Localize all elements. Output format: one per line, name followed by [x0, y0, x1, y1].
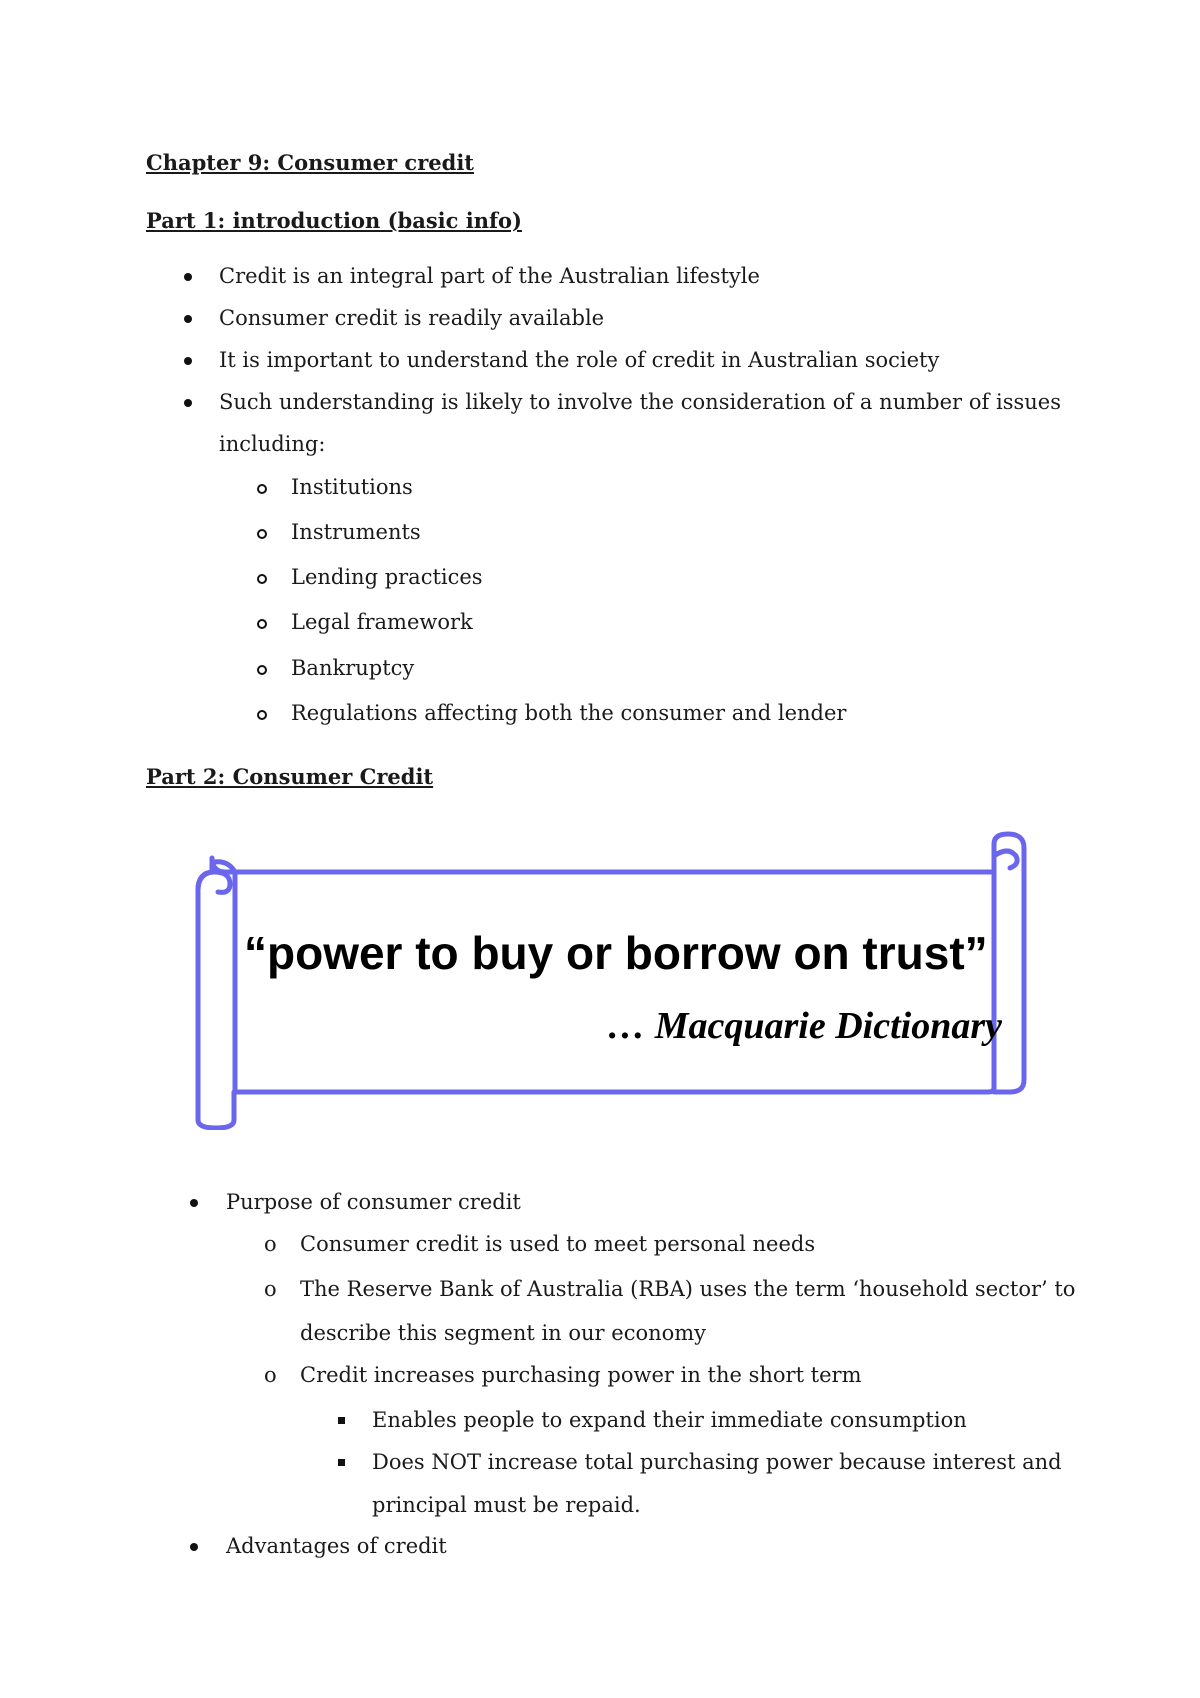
- list-item: Instruments: [291, 520, 421, 544]
- part1-heading: Part 1: introduction (basic info): [146, 208, 522, 233]
- ring-bullet-icon: [257, 574, 267, 584]
- chapter-title: Chapter 9: Consumer credit: [146, 150, 474, 175]
- bullet-icon: [184, 315, 192, 323]
- ring-bullet-icon: [257, 484, 267, 494]
- list-item: Consumer credit is readily available: [219, 306, 605, 330]
- ring-bullet-icon: [257, 619, 267, 629]
- scroll-source: … Macquarie Dictionary: [607, 1005, 1002, 1047]
- ring-bullet-icon: [257, 665, 267, 675]
- list-item: Legal framework: [291, 610, 473, 634]
- scroll-quote: “power to buy or borrow on trust”: [244, 927, 988, 979]
- o-bullet-marker: o: [264, 1277, 277, 1301]
- list-item: Credit increases purchasing power in the short term: [300, 1363, 862, 1387]
- bullet-icon: [184, 273, 192, 281]
- list-item: It is important to understand the role of credit in Australian society: [219, 348, 940, 372]
- ring-bullet-icon: [257, 529, 267, 539]
- list-item-continuation: principal must be repaid.: [372, 1493, 641, 1517]
- list-item: Enables people to expand their immediate consumption: [372, 1408, 967, 1432]
- list-item-continuation: describe this segment in our economy: [300, 1321, 707, 1345]
- list-item: Consumer credit is used to meet personal needs: [300, 1232, 816, 1256]
- list-item: Lending practices: [291, 565, 483, 589]
- list-item: The Reserve Bank of Australia (RBA) uses the term ‘household sector’ to: [300, 1277, 1076, 1301]
- list-item: Regulations affecting both the consumer and lender: [291, 701, 847, 725]
- list-item: Institutions: [291, 475, 413, 499]
- ring-bullet-icon: [257, 710, 267, 720]
- o-bullet-marker: o: [264, 1363, 277, 1387]
- o-bullet-marker: o: [264, 1232, 277, 1256]
- list-item: Advantages of credit: [226, 1534, 447, 1558]
- list-item: Purpose of consumer credit: [226, 1190, 521, 1214]
- scroll-shape: [190, 830, 1030, 1130]
- square-bullet-icon: [338, 1417, 345, 1424]
- list-item: Credit is an integral part of the Australian lifestyle: [219, 264, 760, 288]
- square-bullet-icon: [338, 1459, 345, 1466]
- bullet-icon: [190, 1199, 198, 1207]
- bullet-icon: [184, 399, 192, 407]
- scroll-banner: [190, 830, 1030, 1130]
- list-item: Does NOT increase total purchasing power because interest and: [372, 1450, 1062, 1474]
- list-item-continuation: including:: [219, 432, 326, 456]
- list-item: Such understanding is likely to involve the consideration of a number of issues: [219, 390, 1061, 414]
- bullet-icon: [184, 357, 192, 365]
- bullet-icon: [190, 1543, 198, 1551]
- list-item: Bankruptcy: [291, 656, 415, 680]
- part2-heading: Part 2: Consumer Credit: [146, 764, 434, 789]
